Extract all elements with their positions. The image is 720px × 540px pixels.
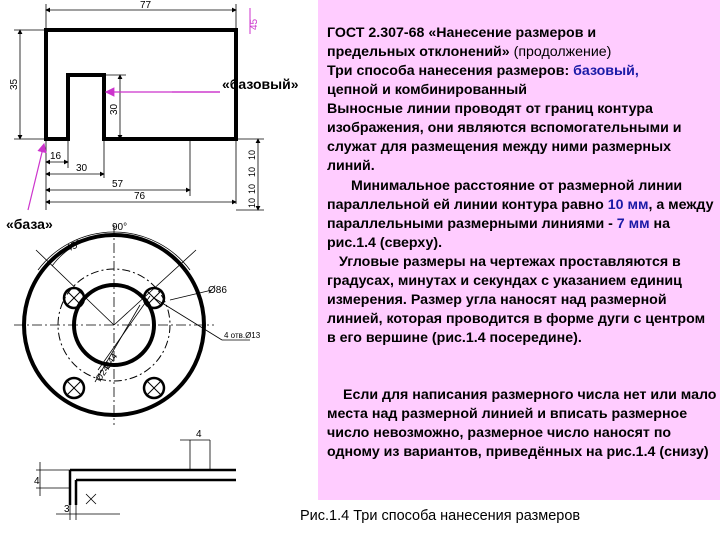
paragraph-4: Если для написания размерного числа нет или мало места над размерной линией и вписать размерное число невозможно, размерное число наносят по одному из вариантов, приведённых на рис.1.4 (снизу)	[327, 387, 717, 461]
dim-77: 77	[140, 0, 152, 11]
dim-57: 57	[112, 179, 124, 190]
para2-7mm: 7 мм	[616, 216, 650, 233]
dim-3: 3	[64, 504, 70, 515]
para2-text-3: на рис.1.4 (сверху).	[327, 216, 671, 252]
dim-10-b: 10	[247, 166, 257, 177]
flange-drawing	[14, 225, 250, 425]
title-line-2-rest: (продолжение)	[509, 44, 612, 61]
methods-line	[327, 62, 717, 100]
para2-10mm: 10 мм	[607, 197, 649, 214]
para2-text-2: , а между параллельными размерными линиями -	[327, 197, 714, 233]
title-line-2: предельных отклонений»	[327, 44, 510, 61]
label-bazovyi: «базовый»	[222, 76, 299, 92]
dim-16: 16	[50, 151, 62, 162]
para2-text-1: Минимальное расстояние от размерной линии параллельной ей линии контура равно	[327, 178, 683, 214]
dim-d24: Ø24	[93, 363, 112, 384]
label-baza: «база»	[6, 216, 53, 232]
dim-30: 30	[76, 163, 88, 174]
dim-d86: Ø86	[208, 285, 227, 296]
figure-caption: Рис.1.4 Три способа нанесения размеров	[300, 508, 581, 524]
methods-text: Три способа нанесения размеров:	[327, 63, 570, 79]
dim-45-magenta: 45	[249, 18, 260, 30]
paragraph-1: Выносные линии проводят от границ контура изображения, они являются вспомогательными и служат для размещения между ними размерных линий.	[327, 101, 682, 175]
dim-45deg: 45°	[64, 238, 83, 255]
dim-10-a: 10	[247, 149, 257, 160]
technical-drawing	[0, 0, 320, 540]
dim-d44: Ø44	[101, 351, 120, 372]
paragraph-3: Угловые размеры на чертежах проставляются в градусах, минутах и секундах с указанием единиц измерения. Размер угла наносят над размерной линией, которая проводится в форме дуги с центром в его вершине (рис.1.4 посередине).	[327, 254, 706, 347]
dim-90deg: 90°	[112, 222, 128, 233]
dim-10-d: 10	[247, 197, 257, 208]
dim-30-vert: 30	[109, 103, 120, 115]
dim-35: 35	[9, 78, 20, 90]
dim-4-top: 4	[196, 429, 202, 440]
extension-lines	[14, 4, 264, 210]
title	[327, 24, 717, 62]
dim-4-left: 4	[34, 476, 40, 487]
methods-text-2: цепной и комбинированный	[327, 82, 527, 99]
dim-76: 76	[134, 191, 146, 202]
paragraph-2	[327, 177, 717, 253]
bottom-dim-texts	[34, 429, 202, 515]
title-line-1: ГОСТ 2.307-68 «Нанесение размеров и	[327, 25, 597, 41]
dimension-lines	[20, 10, 258, 210]
methods-blue: базовый,	[569, 63, 639, 79]
part-outline	[46, 30, 236, 139]
dim-4-holes: 4 отв.Ø13	[224, 331, 261, 340]
dim-10-c: 10	[247, 183, 257, 194]
